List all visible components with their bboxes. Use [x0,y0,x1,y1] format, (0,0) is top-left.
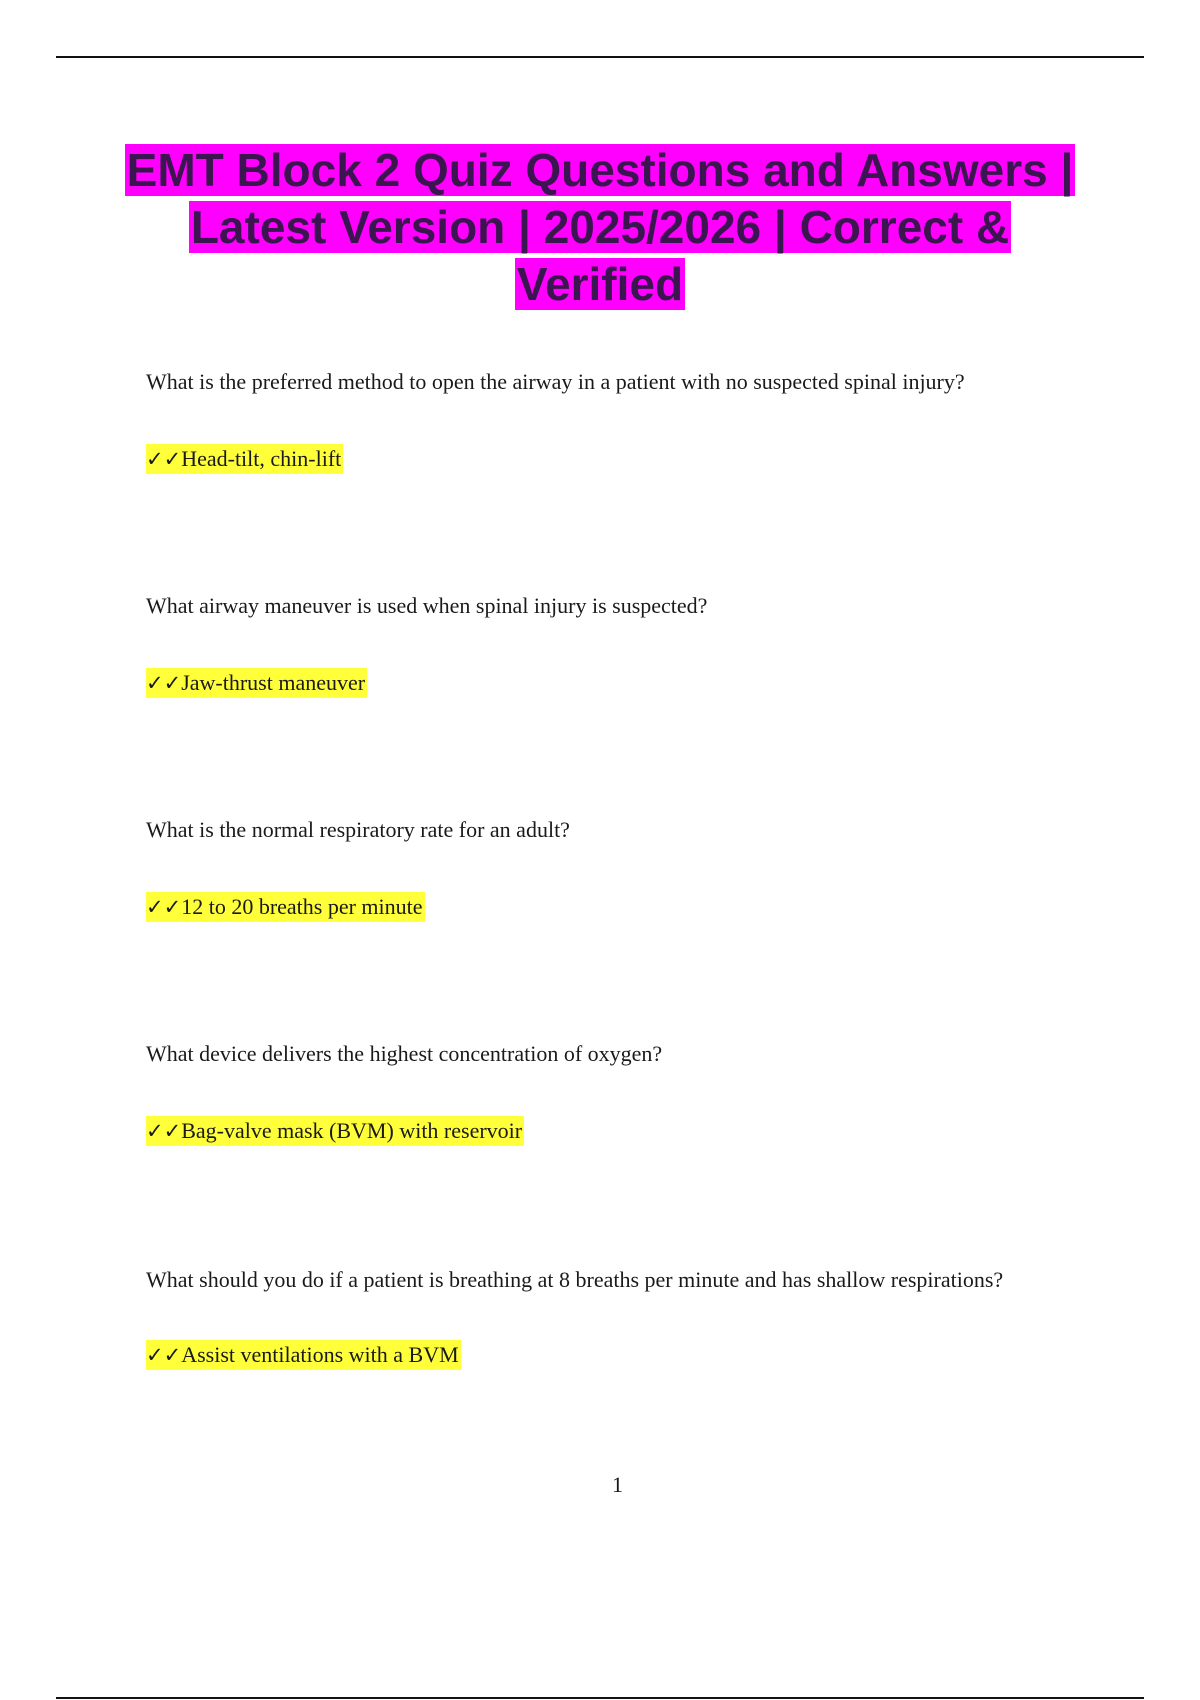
page-number: 1 [612,1472,623,1497]
qa-item-2 [146,592,1146,695]
double-check-icon: ✓✓ [146,1119,182,1143]
answer-text: Bag-valve mask (BVM) with reservoir [181,1118,523,1143]
qa-item-1 [146,368,1146,471]
question-text: What device delivers the highest concentration of oxygen? [146,1041,663,1066]
document-title [100,142,1100,313]
question-text: What should you do if a patient is breathing at 8 breaths per minute and has shallow respirations? [146,1267,1004,1292]
answer-highlight [146,1116,524,1146]
qa-item-3 [146,816,1146,919]
question-text: What is the preferred method to open the airway in a patient with no suspected spinal injury? [146,369,965,394]
answer-highlight [146,1340,461,1370]
footer-rule [56,1697,1144,1699]
question-text: What is the normal respiratory rate for an adult? [146,817,570,842]
answer-text: Head-tilt, chin-lift [181,446,342,471]
header-rule [56,56,1144,58]
answer-highlight [146,668,367,698]
answer-text: 12 to 20 breaths per minute [181,894,423,919]
qa-item-4 [146,1040,1146,1143]
answer-text: Assist ventilations with a BVM [181,1342,459,1367]
double-check-icon: ✓✓ [146,447,182,471]
answer-highlight [146,892,425,922]
double-check-icon: ✓✓ [146,671,182,695]
qa-item-5 [146,1266,1146,1367]
double-check-icon: ✓✓ [146,895,182,919]
double-check-icon: ✓✓ [146,1343,182,1367]
question-text: What airway maneuver is used when spinal injury is suspected? [146,593,708,618]
answer-text: Jaw-thrust maneuver [181,670,366,695]
document-title-text: EMT Block 2 Quiz Questions and Answers | Latest Version | 2025/2026 | Correct & Verified [126,144,1074,310]
answer-highlight [146,444,343,474]
